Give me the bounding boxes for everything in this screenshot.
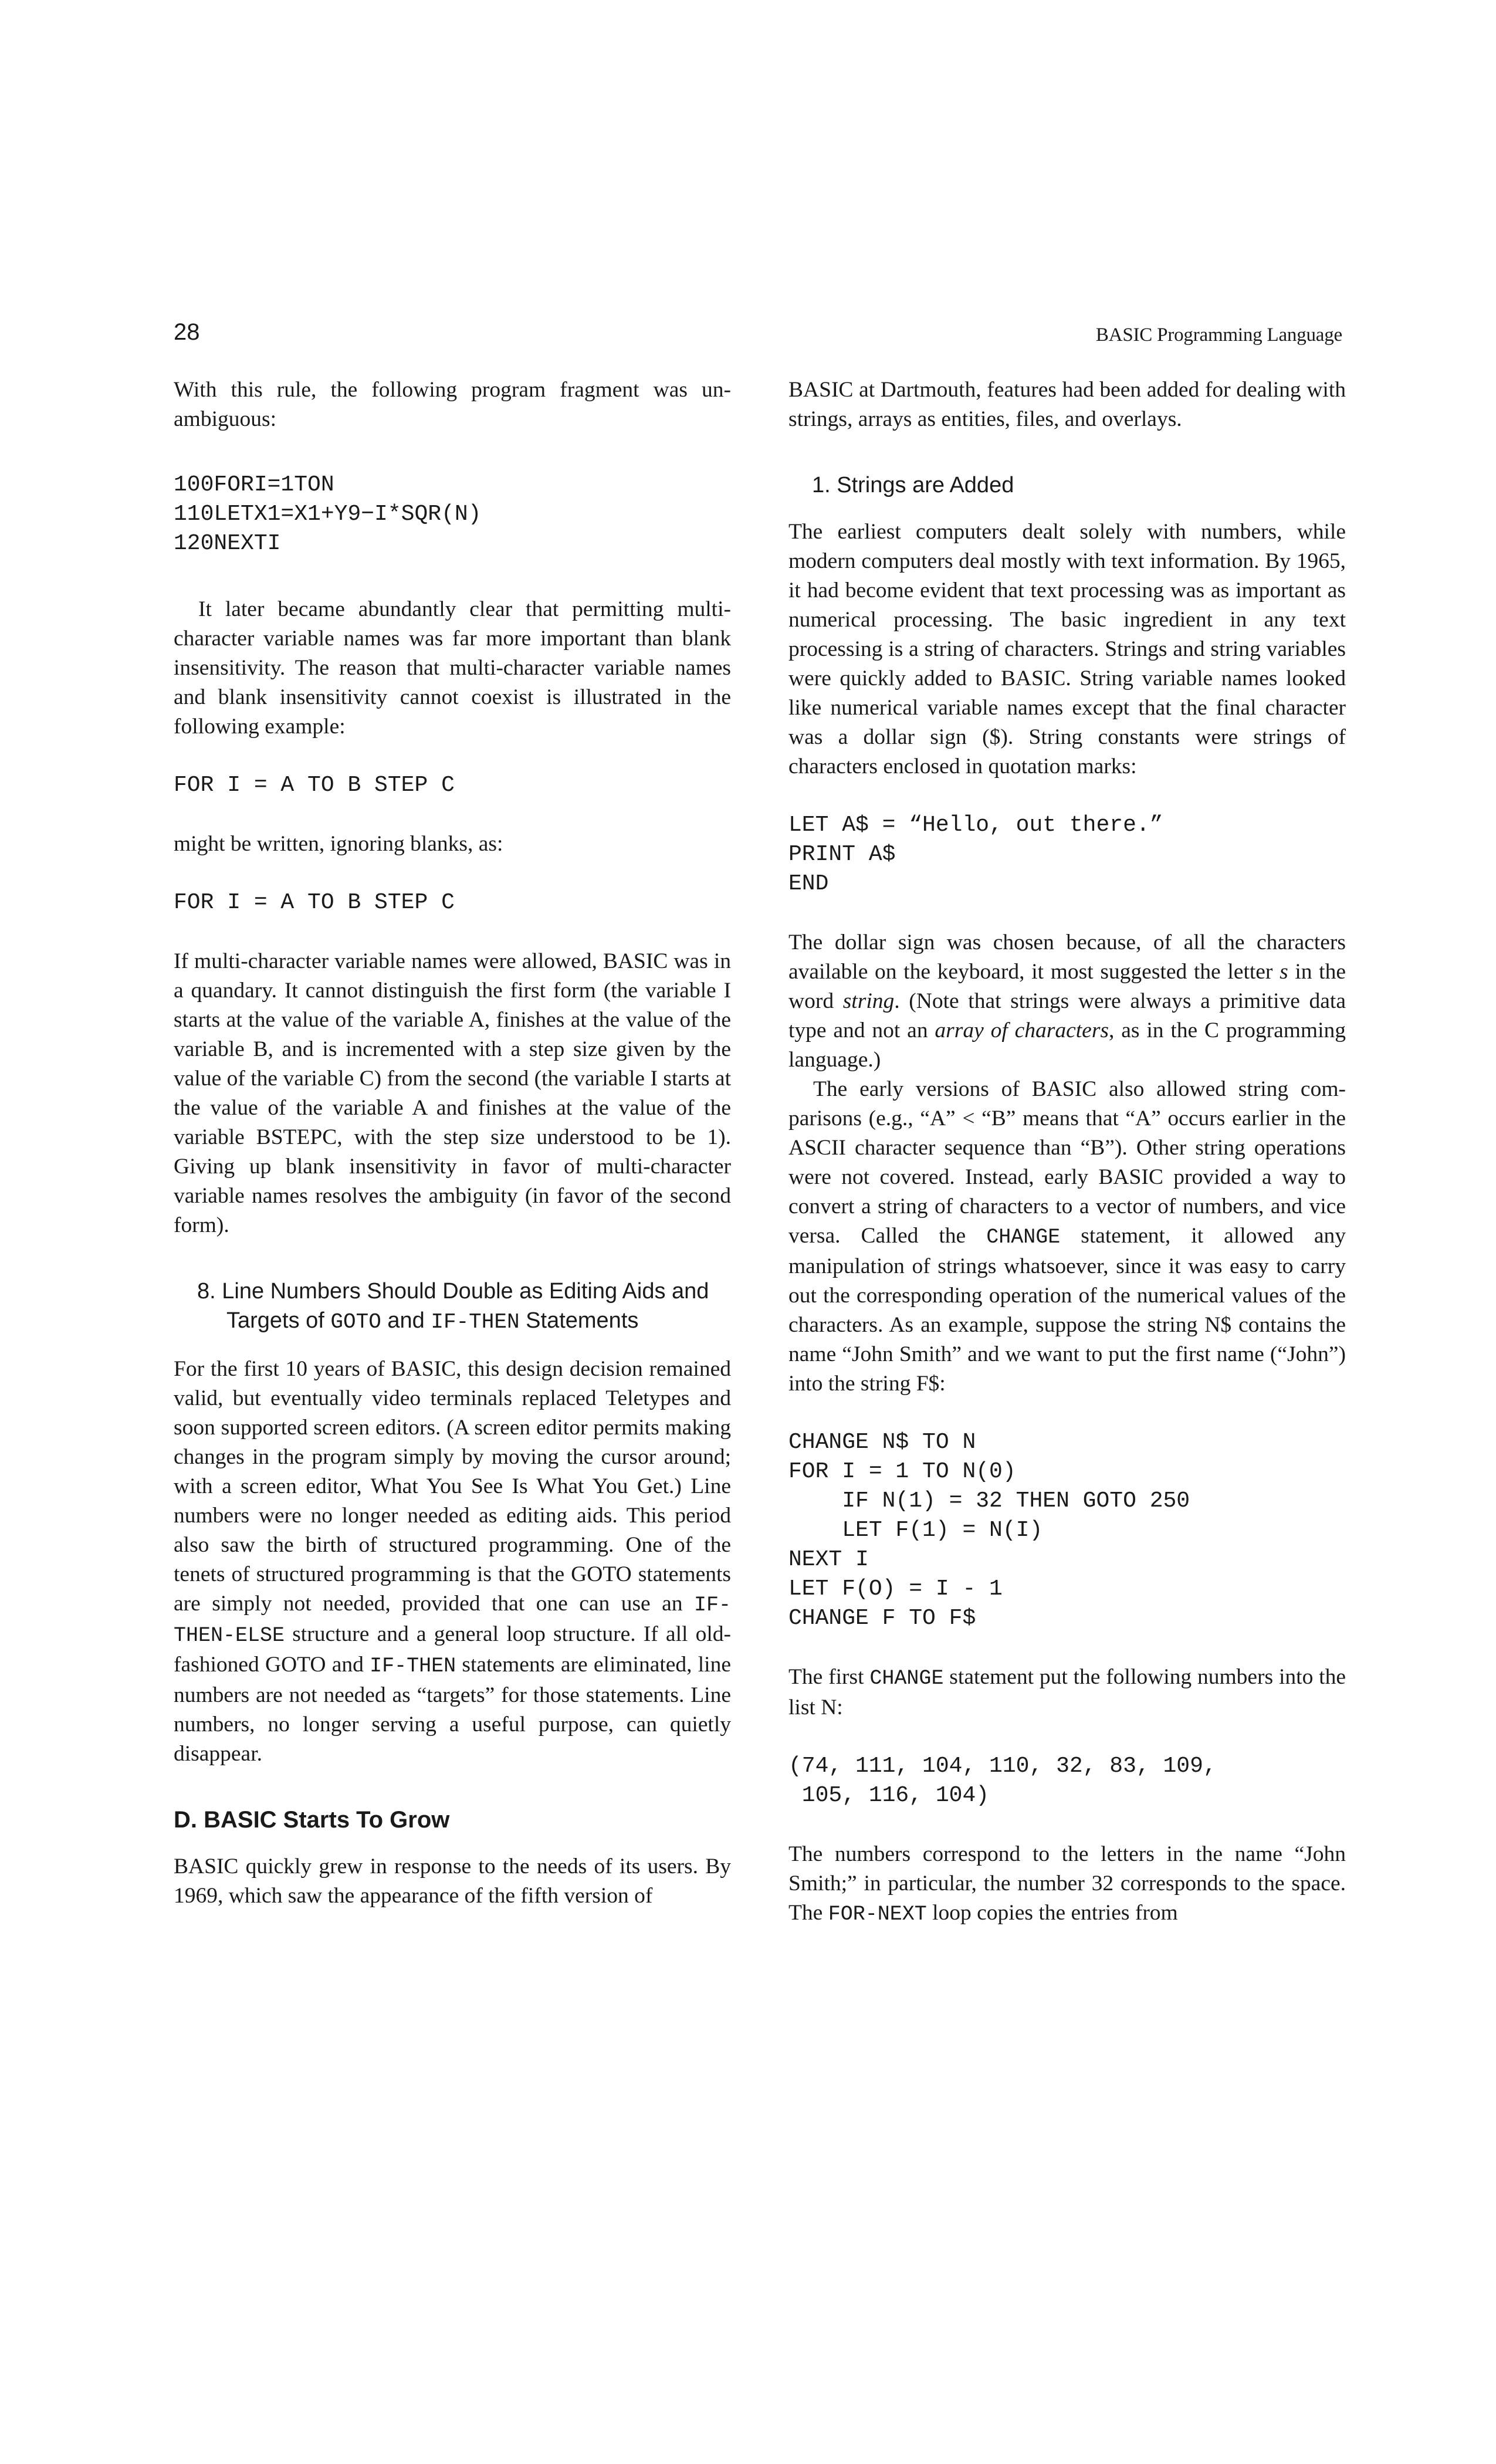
code-block: 100FORI=1TON 110LETX1=X1+Y9−I*SQR(N) 120NEXTI: [174, 472, 482, 556]
paragraph: For the first 10 years of BASIC, this design decision remained valid, but eventually video terminals replaced Teletypes and soon supported screen editors. (A screen editor permits making changes in the program simply by moving the cursor around; with a screen editor, What You See Is What You Get.) Line numbers were no longer needed as editing aids. This period also saw the birth of structured programming. One of the tenets of structured programming is that the GOTO statements are simply not needed, provided that one can use an IF-THEN-ELSE structure and a general loop structure. If all old-fashioned GOTO and IF-THEN statements are eliminated, line numbers are not needed as “targets” for those statements. Line numbers, no longer serving a useful purpose, can quietly disappear.: [174, 1357, 731, 1766]
subsection-heading: 8. Line Numbers Should Double as Editing Aids and Targets of GOTO and IF-THEN Statements: [197, 1279, 709, 1334]
code-block: CHANGE N$ TO N FOR I = 1 TO N(0) IF N(1) = 32 THEN GOTO 250 LET F(1) = N(I) NEXT I LET F(O) = I - 1 CHANGE F TO F$: [788, 1430, 1190, 1631]
paragraph: The early versions of BASIC also allowed string comparisons (e.g., “A” < “B” means that “A” occurs earlier in the ASCII character sequence than “B”). Other string operations were not covered. Instead, early BASIC provided a way to convert a string of characters to a vector of numbers, and vice versa. Called the CHANGE statement, it allowed any manipulation of strings whatsoever, since it was easy to carry out the corresponding operation of the numerical values of the characters. As an example, suppose the string N$ contains the name “John Smith” and we want to put the first name (“John”) into the string F$:: [788, 1077, 1346, 1396]
right-column: [788, 375, 1346, 1929]
code-block: LET A$ = “Hello, out there.” PRINT A$ END: [788, 813, 1163, 896]
paragraph: If multi-character variable names were allowed, BASIC was in a quandary. It cannot distinguish the first form (the variable I starts at the value of the variable A, finishes at the value of the variable B, and is incremented with a step size given by the value of the variable C) from the second (the variable I starts at the value of the variable A and finishes at the value of the variable BSTEPC, with the step size understood to be 1). Giving up blank insensitivity in favor of multi-character variable names resolves the ambiguity (in favor of the second form).: [174, 949, 731, 1237]
code-block: (74, 111, 104, 110, 32, 83, 109, 105, 116, 104): [788, 1754, 1217, 1808]
paragraph: The dollar sign was chosen because, of all the characters available on the keyboard, it most suggested the letter s in the word string. (Note that strings were always a primitive data type and not an array of characters, as in the C programming language.): [788, 930, 1346, 1072]
paragraph: BASIC at Dartmouth, features had been added for dealing with strings, arrays as entities, files, and overlays.: [788, 378, 1346, 431]
running-head: BASIC Programming Language: [1095, 324, 1342, 346]
section-heading: D. BASIC Starts To Grow: [174, 1807, 450, 1833]
subsection-heading: 1. Strings are Added: [812, 473, 1014, 497]
paragraph: might be written, ignoring blanks, as:: [174, 832, 503, 856]
code-block: FOR I = A TO B STEP C: [174, 773, 455, 798]
page-number: 28: [174, 319, 200, 345]
code-block: FOR I = A TO B STEP C: [174, 890, 455, 915]
paragraph: The first CHANGE statement put the following numbers into the list N:: [788, 1665, 1346, 1720]
left-column: [174, 375, 731, 1911]
paragraph: With this rule, the following program fragment was unambiguous:: [174, 378, 731, 431]
paragraph: It later became abundantly clear that permitting multicharacter variable names was far more important than blank insensitivity. The reason that multi-character variable names and blank insensitivity cannot coexist is illustrated in the following example:: [174, 597, 731, 739]
paragraph: The numbers correspond to the letters in the name “John Smith;” in particular, the number 32 corresponds to the space. The FOR-NEXT loop copies the entries from: [788, 1842, 1346, 1926]
paragraph: BASIC quickly grew in response to the needs of its users. By 1969, which saw the appearance of the fifth version of: [174, 1854, 731, 1908]
paragraph: The earliest computers dealt solely with numbers, while modern computers deal mostly with text information. By 1965, it had become evident that text processing was as important as numerical processing. The basic ingredient in any text processing is a string of characters. Strings and string variables were quickly added to BASIC. String variable names looked like numerical variable names except that the final character was a dollar sign ($). String constants were strings of characters enclosed in quotation marks:: [788, 520, 1346, 779]
